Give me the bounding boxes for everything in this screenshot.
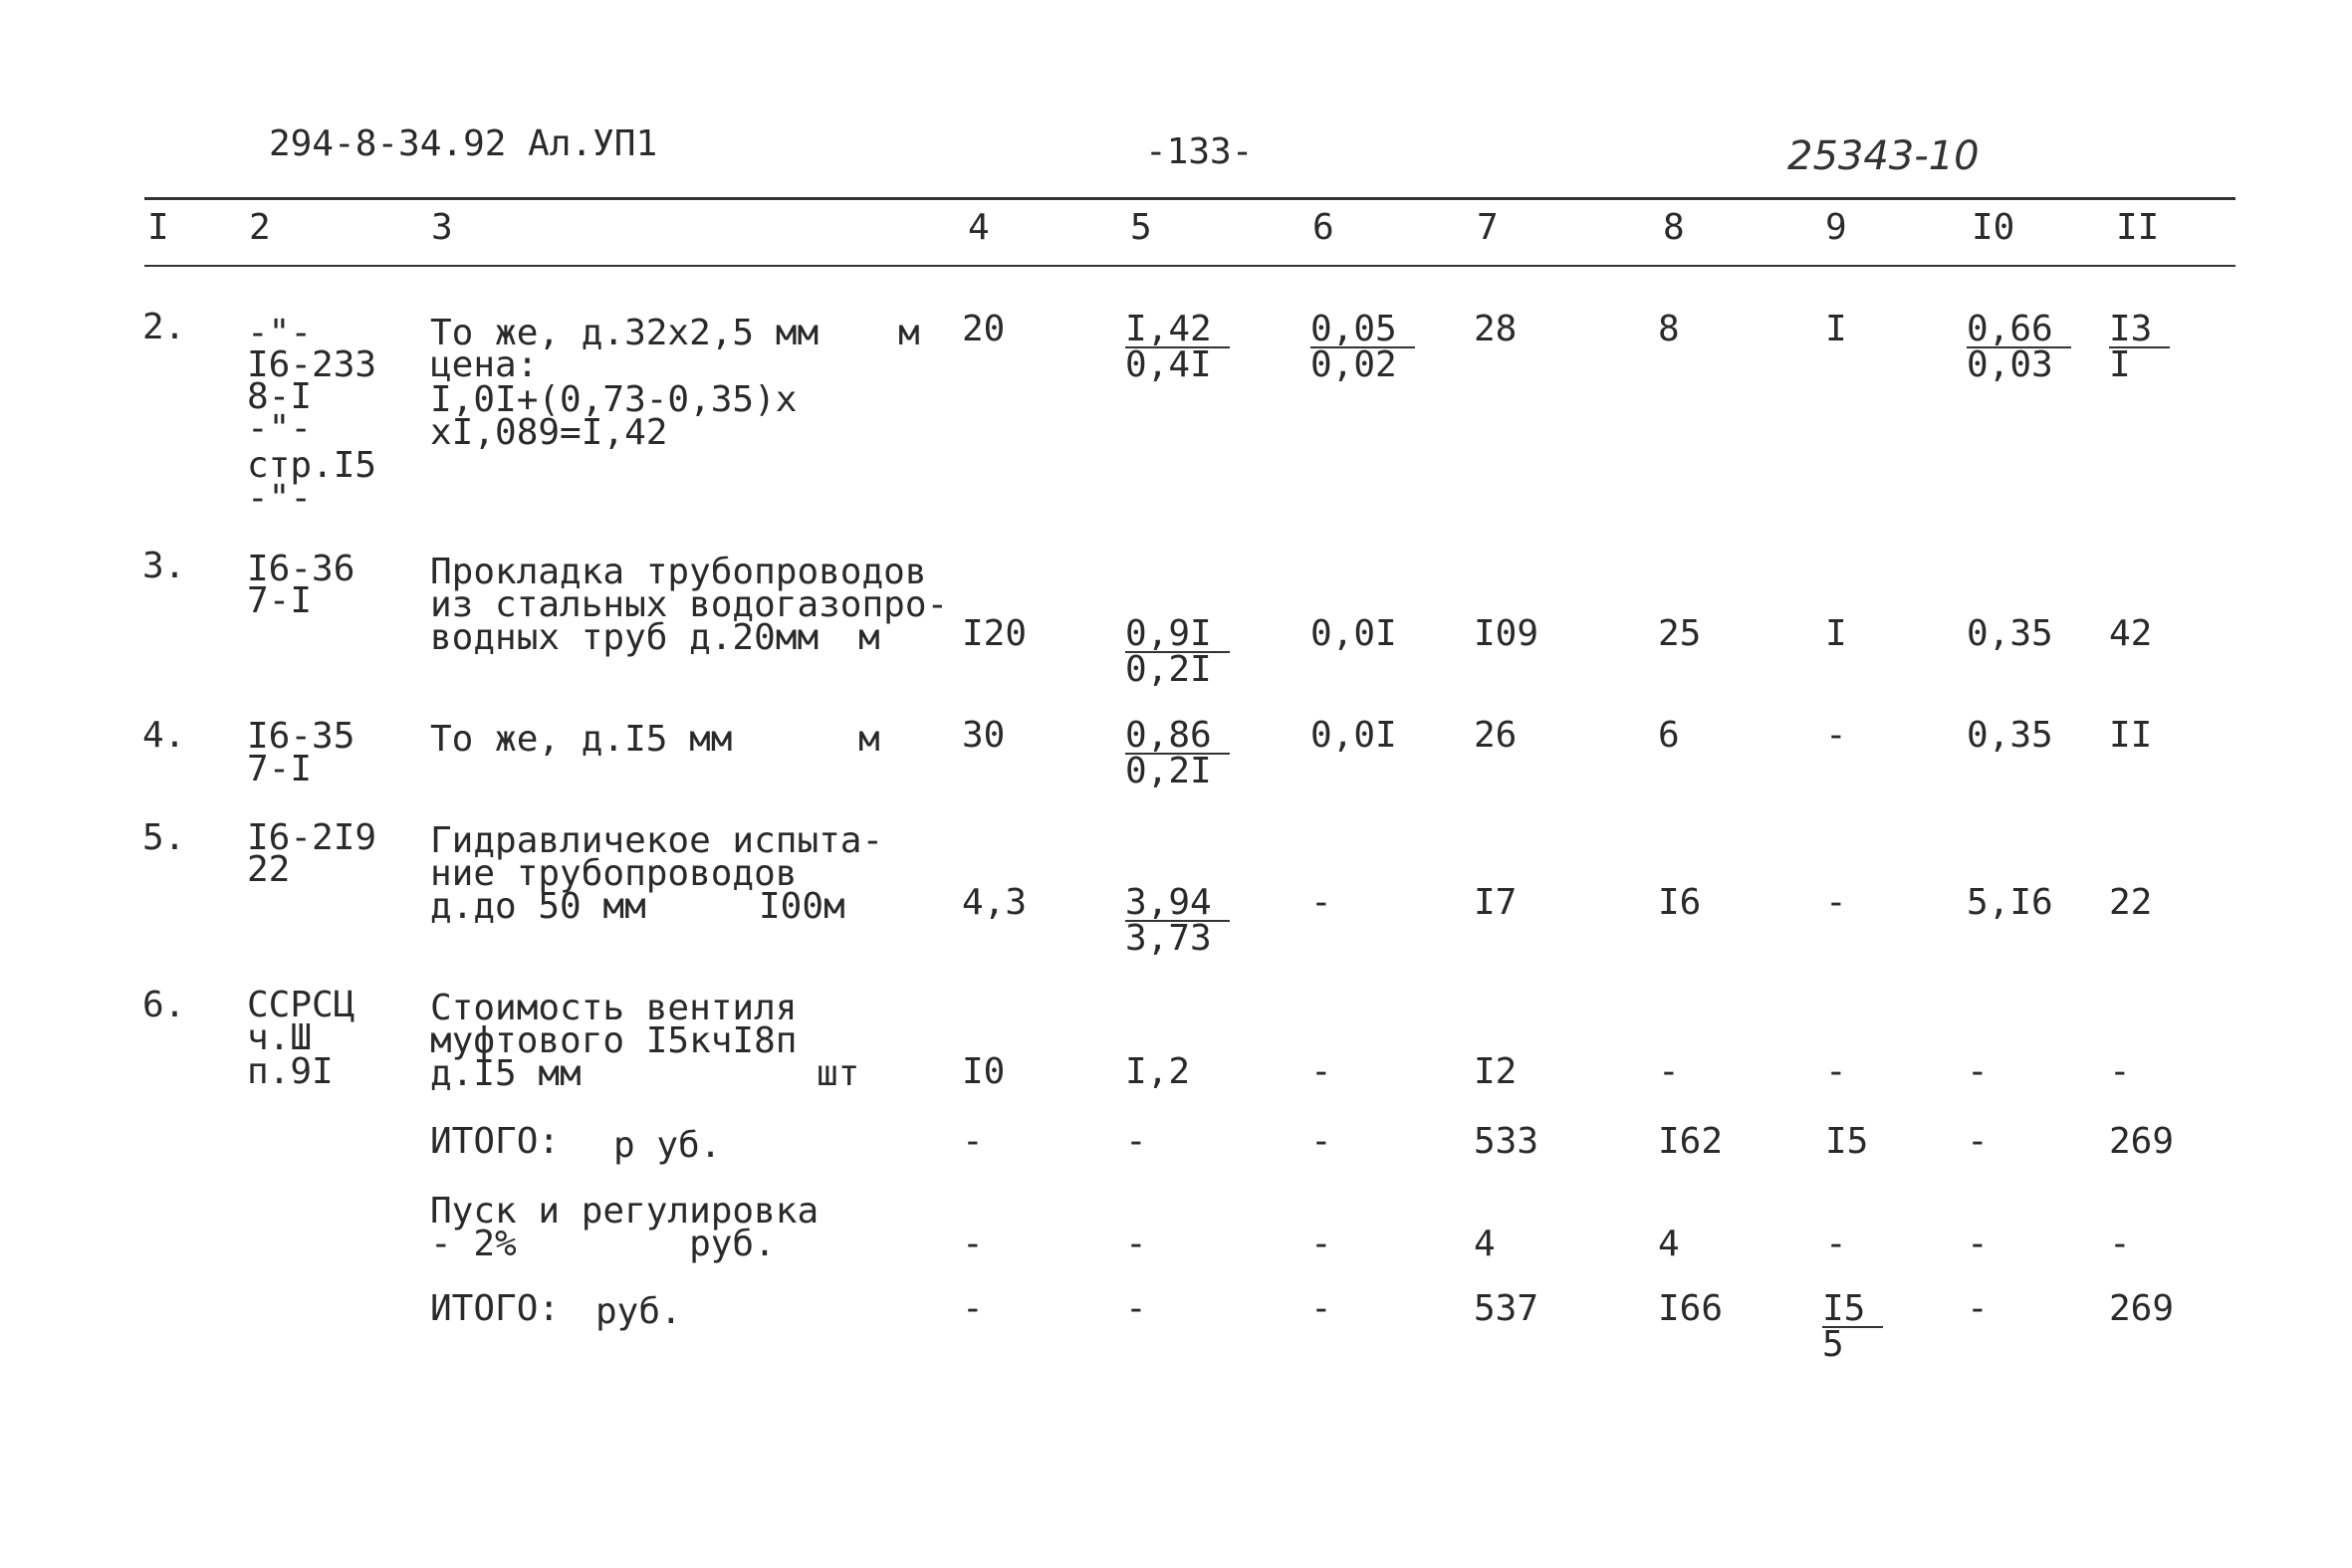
row-description: То же, д.32х2,5 мм [430,313,820,353]
cell-value: I,2 [1125,1051,1191,1092]
header-rule [144,265,2235,267]
cell-fraction [1125,882,1230,959]
column-header: 9 [1825,207,1847,248]
cell-fraction [1822,1288,1883,1365]
row-code: I6-35 [247,716,355,757]
cell-value: 533 [1474,1121,1539,1162]
row-code: ССРСЦ [247,985,355,1025]
cell-value: I [1825,309,1847,349]
cell-value: 22 [2109,882,2153,923]
row-code: I6-233 [247,344,377,385]
cell-value: 269 [2109,1288,2175,1329]
column-header: I [147,207,169,248]
cell-value: - [1310,1121,1332,1162]
cell-value: 0,35 [1967,613,2053,654]
row-unit: м [858,617,880,658]
row-code: -"- [247,408,313,449]
cell-fraction [2109,309,2170,385]
fraction-denominator: 0,4I [1125,344,1212,385]
cell-fraction [1125,613,1230,690]
cell-value: - [1658,1051,1680,1092]
cell-value: I66 [1658,1288,1724,1329]
cell-value: I5 [1825,1121,1869,1162]
cell-value: - [1125,1121,1147,1162]
cell-value: - [1310,1224,1332,1264]
column-header: 2 [249,207,271,248]
cell-value: 25 [1658,613,1702,654]
cell-value: I [1825,613,1847,654]
row-description: Стоимость вентиля [430,988,798,1028]
cell-value: - [1825,1051,1847,1092]
page-number: -133- [1145,131,1254,172]
fraction-numerator: 0,9I [1125,617,1230,653]
row-description: I,0I+(0,73-0,35)х [430,379,798,420]
fraction-denominator: 3,73 [1125,918,1212,959]
row-description: д.до 50 мм [430,886,646,927]
cell-value: 8 [1658,309,1680,349]
cell-value: 269 [2109,1121,2175,1162]
cell-value: - [962,1121,984,1162]
row-description: ние трубопроводов [430,853,798,894]
cell-value: 42 [2109,613,2153,654]
row-code: стр.I5 [247,445,377,486]
cell-value: - [1825,882,1847,923]
cell-value: - [962,1288,984,1329]
cell-value: 26 [1474,715,1518,756]
row-unit: шт [817,1053,860,1094]
total-unit: - 2% руб. [430,1224,776,1264]
cell-qty: I20 [962,613,1028,654]
cell-value: - [1967,1121,1989,1162]
fraction-denominator: 0,03 [1967,344,2053,385]
fraction-numerator: 3,94 [1125,886,1230,922]
cell-value: - [1310,1051,1332,1092]
row-number: 4. [142,715,186,756]
fraction-numerator: I,42 [1125,313,1230,348]
total-label: Пуск и регулировка [430,1191,820,1232]
cell-value: - [1125,1224,1147,1264]
cell-value: I2 [1474,1051,1518,1092]
cell-value: - [962,1224,984,1264]
cell-value: - [1825,715,1847,756]
row-code: -"- [247,478,313,519]
row-description: из стальных водогазопро- [430,584,949,625]
cell-fraction [1125,309,1230,385]
row-code: 22 [247,849,291,890]
row-code: ч.Ш [247,1017,313,1058]
row-code: I6-2I9 [247,817,377,858]
cell-value: - [1825,1224,1847,1264]
cell-value: 0,35 [1967,715,2053,756]
fraction-denominator: 0,2I [1125,649,1212,690]
row-code: п.9I [247,1051,334,1092]
cell-value: - [1967,1051,1989,1092]
column-header: 4 [968,207,990,248]
fraction-denominator: 0,02 [1310,344,1397,385]
cell-value: - [2109,1051,2131,1092]
row-code: I6-36 [247,549,355,589]
cell-value: 6 [1658,715,1680,756]
row-description: Гидравличекое испыта- [430,820,884,861]
cell-value: 5,I6 [1967,882,2053,923]
cell-value: II [2109,715,2153,756]
cell-fraction [1967,309,2071,385]
cell-value: 28 [1474,309,1518,349]
row-unit: I00м [759,886,845,927]
cell-value: - [1310,882,1332,923]
cell-qty: 30 [962,715,1006,756]
row-description: Прокладка трубопроводов [430,552,927,592]
row-code: -"- [247,313,313,353]
row-number: 3. [142,546,186,586]
cell-value: 4 [1658,1224,1680,1264]
cell-value: 0,0I [1310,715,1397,756]
fraction-numerator: I5 [1822,1292,1883,1328]
total-label: ИТОГО: [430,1121,561,1162]
total-unit: руб. [595,1291,682,1332]
fraction-denominator: 5 [1822,1324,1844,1365]
column-header: 3 [431,207,453,248]
fraction-numerator: I3 [2109,313,2170,348]
cell-value: - [1125,1288,1147,1329]
fraction-denominator: I [2109,344,2131,385]
row-description: хI,089=I,42 [430,412,668,453]
total-unit: р уб. [613,1125,722,1166]
column-header: 8 [1663,207,1685,248]
cell-value: 0,0I [1310,613,1397,654]
row-description: цена: [430,344,539,385]
top-rule [144,197,2235,200]
cell-value: I62 [1658,1121,1724,1162]
fraction-numerator: 0,66 [1967,313,2071,348]
row-description: водных труб д.20мм [430,617,820,658]
cell-qty: I0 [962,1051,1006,1092]
handwritten-id: 25343-10 [1787,133,1980,179]
cell-qty: 20 [962,309,1006,349]
column-header: 6 [1312,207,1334,248]
cell-value: I6 [1658,882,1702,923]
column-header: II [2116,207,2160,248]
row-number: 6. [142,985,186,1025]
row-code: 7-I [247,749,313,789]
row-number: 2. [142,307,186,347]
cell-value: 4 [1474,1224,1496,1264]
row-code: 7-I [247,580,313,621]
cell-fraction [1125,715,1230,791]
cell-value: I09 [1474,613,1539,654]
fraction-numerator: 0,86 [1125,719,1230,755]
document-code: 294-8-34.92 Ал.УП1 [269,123,658,164]
cell-value: I7 [1474,882,1518,923]
row-description: д.I5 мм [430,1053,582,1094]
column-header: I0 [1972,207,2015,248]
cell-qty: 4,3 [962,882,1028,923]
cell-value: - [2109,1224,2131,1264]
column-header: 7 [1477,207,1499,248]
fraction-numerator: 0,05 [1310,313,1415,348]
row-description: То же, д.I5 мм [430,719,733,760]
column-header: 5 [1130,207,1152,248]
cell-value: - [1310,1288,1332,1329]
fraction-denominator: 0,2I [1125,751,1212,791]
total-label: ИТОГО: [430,1288,561,1329]
cell-fraction [1310,309,1415,385]
row-unit: м [858,719,880,760]
row-description: муфтового I5кчI8п [430,1020,798,1061]
row-unit: м [898,313,920,353]
row-code: 8-I [247,376,313,417]
cell-value: - [1967,1224,1989,1264]
row-number: 5. [142,817,186,858]
cell-value: 537 [1474,1288,1539,1329]
cell-value: - [1967,1288,1989,1329]
